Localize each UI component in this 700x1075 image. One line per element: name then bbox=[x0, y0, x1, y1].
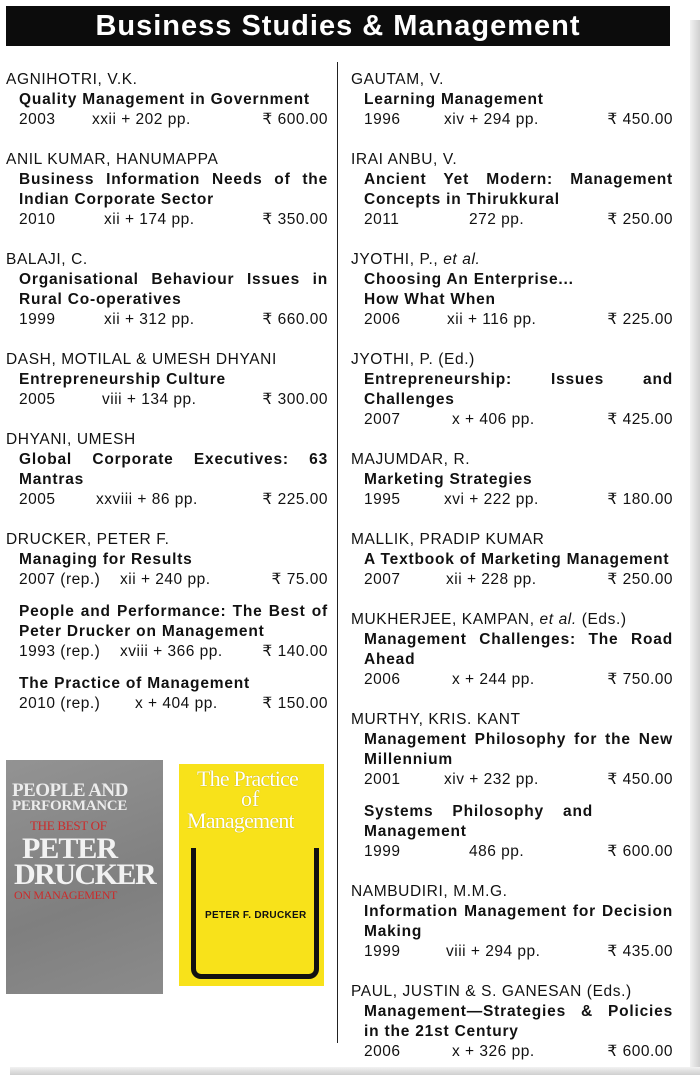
book-pages: viii + 294 pp. bbox=[446, 943, 541, 960]
book-meta bbox=[19, 110, 328, 130]
author-name: NAMBUDIRI, M.M.G. bbox=[351, 883, 508, 900]
book-title: Management—Strategies & Policies in the 21st Century bbox=[364, 1003, 673, 1040]
book-pages: xii + 240 pp. bbox=[120, 571, 211, 588]
book-price: ₹ 425.00 bbox=[607, 411, 673, 428]
book-meta bbox=[364, 670, 673, 690]
book-entry bbox=[351, 630, 673, 690]
author-name: ANIL KUMAR, HANUMAPPA bbox=[6, 151, 219, 168]
book-title: Entrepreneurship Culture bbox=[19, 371, 226, 388]
book-year: 1999 bbox=[364, 943, 401, 960]
page-shadow-right bbox=[690, 20, 700, 1075]
book-pages: x + 244 pp. bbox=[452, 671, 535, 688]
book-entry bbox=[6, 270, 328, 330]
book-year: 2001 bbox=[364, 771, 401, 788]
book-entry bbox=[351, 1002, 673, 1062]
book-year: 2007 bbox=[364, 411, 401, 428]
book-year: 2010 bbox=[19, 211, 56, 228]
book-entry bbox=[6, 370, 328, 410]
book-pages: x + 404 pp. bbox=[135, 695, 218, 712]
list-item bbox=[351, 982, 673, 1062]
book-pages: xii + 312 pp. bbox=[104, 311, 195, 328]
book-meta bbox=[19, 694, 328, 714]
book-pages: xvi + 222 pp. bbox=[444, 491, 539, 508]
author-role: (Eds.) bbox=[581, 611, 627, 628]
book-year: 2007 (rep.) bbox=[19, 571, 101, 588]
list-item bbox=[351, 610, 673, 690]
book-entry bbox=[351, 90, 673, 130]
book-year: 2006 bbox=[364, 1043, 401, 1060]
book-price: ₹ 250.00 bbox=[607, 571, 673, 588]
book-pages: x + 326 pp. bbox=[452, 1043, 535, 1060]
author-name: IRAI ANBU, V. bbox=[351, 151, 458, 168]
author-name: GAUTAM, V. bbox=[351, 71, 444, 88]
book-price: ₹ 300.00 bbox=[262, 391, 328, 408]
book-price: ₹ 450.00 bbox=[607, 111, 673, 128]
book-title: How What When bbox=[364, 291, 496, 308]
page-title: Business Studies & Management bbox=[6, 6, 670, 46]
book-year: 2007 bbox=[364, 571, 401, 588]
cover-title-line: PERFORMANCE bbox=[12, 798, 128, 814]
book-title: Systems Philosophy and Management bbox=[364, 803, 593, 840]
book-pages: viii + 134 pp. bbox=[102, 391, 197, 408]
book-meta bbox=[19, 310, 328, 330]
author-name: DHYANI, UMESH bbox=[6, 431, 136, 448]
book-year: 1993 (rep.) bbox=[19, 643, 101, 660]
book-cover-people-and-performance bbox=[6, 760, 163, 994]
book-meta bbox=[19, 642, 328, 662]
author-name-text: MUKHERJEE, KAMPAN, bbox=[351, 611, 535, 628]
book-entry bbox=[6, 550, 328, 590]
book-title: Organisational Behaviour Issues in Rural Co-operatives bbox=[19, 271, 328, 308]
book-title: Marketing Strategies bbox=[364, 471, 533, 488]
book-title: Choosing An Enterprise... bbox=[364, 271, 574, 288]
list-item bbox=[351, 450, 673, 510]
book-title: Managing for Results bbox=[19, 551, 193, 568]
book-pages: xiv + 294 pp. bbox=[444, 111, 539, 128]
book-title: People and Performance: The Best of Peter Drucker on Management bbox=[19, 603, 328, 640]
book-entry bbox=[351, 170, 673, 230]
book-entry bbox=[351, 370, 673, 430]
book-title: Information Management for Decision Making bbox=[364, 903, 673, 940]
book-price: ₹ 225.00 bbox=[262, 491, 328, 508]
cover-subtitle-line: ON MANAGEMENT bbox=[14, 888, 118, 902]
book-meta bbox=[364, 110, 673, 130]
book-entry bbox=[351, 270, 673, 330]
book-price: ₹ 350.00 bbox=[262, 211, 328, 228]
author-name: DRUCKER, PETER F. bbox=[6, 531, 170, 548]
book-title: Ancient Yet Modern: Management Concepts in Thirukkural bbox=[364, 171, 673, 208]
list-item bbox=[351, 350, 673, 430]
column-divider bbox=[337, 62, 338, 1043]
book-price: ₹ 180.00 bbox=[607, 491, 673, 508]
book-entry bbox=[351, 902, 673, 962]
book-title: Business Information Needs of the Indian Corporate Sector bbox=[19, 171, 328, 208]
book-entry bbox=[6, 170, 328, 230]
book-year: 2003 bbox=[19, 111, 56, 128]
author-name: JYOTHI, P. (Ed.) bbox=[351, 351, 475, 368]
book-price: ₹ 435.00 bbox=[607, 943, 673, 960]
book-year: 2010 (rep.) bbox=[19, 695, 101, 712]
book-year: 2005 bbox=[19, 391, 56, 408]
book-year: 1999 bbox=[364, 843, 401, 860]
book-meta bbox=[364, 770, 673, 790]
book-price: ₹ 600.00 bbox=[607, 843, 673, 860]
right-column bbox=[351, 70, 673, 1062]
book-entry bbox=[351, 730, 673, 790]
cover-title-line: Management bbox=[187, 808, 294, 833]
cover-subtitle-line: THE BEST OF bbox=[30, 818, 107, 833]
author-name: MAJUMDAR, R. bbox=[351, 451, 471, 468]
book-pages: x + 406 pp. bbox=[452, 411, 535, 428]
author-etal: et al. bbox=[443, 251, 481, 268]
book-meta bbox=[19, 490, 328, 510]
book-title: A Textbook of Marketing Management bbox=[364, 551, 670, 568]
list-item bbox=[6, 70, 328, 130]
book-year: 2006 bbox=[364, 311, 401, 328]
cover-title-line: The Practice bbox=[197, 766, 298, 791]
book-price: ₹ 140.00 bbox=[262, 643, 328, 660]
book-entry bbox=[6, 90, 328, 130]
list-item bbox=[351, 530, 673, 590]
list-item bbox=[351, 250, 673, 330]
book-meta bbox=[19, 570, 328, 590]
book-pages: xviii + 366 pp. bbox=[120, 643, 223, 660]
cover-title-line: of bbox=[241, 786, 260, 811]
book-price: ₹ 600.00 bbox=[262, 111, 328, 128]
book-price: ₹ 250.00 bbox=[607, 211, 673, 228]
list-item bbox=[351, 70, 673, 130]
book-entry bbox=[6, 674, 328, 714]
author-name: AGNIHOTRI, V.K. bbox=[6, 71, 138, 88]
book-year: 1995 bbox=[364, 491, 401, 508]
book-entry bbox=[351, 470, 673, 510]
list-item bbox=[6, 150, 328, 230]
book-pages: xii + 228 pp. bbox=[446, 571, 537, 588]
book-price: ₹ 150.00 bbox=[262, 695, 328, 712]
book-title: Management Challenges: The Road Ahead bbox=[364, 631, 673, 668]
book-pages: xxviii + 86 pp. bbox=[96, 491, 198, 508]
book-year: 2005 bbox=[19, 491, 56, 508]
book-price: ₹ 225.00 bbox=[607, 311, 673, 328]
book-year: 1996 bbox=[364, 111, 401, 128]
book-year: 2011 bbox=[364, 211, 400, 228]
list-item bbox=[351, 710, 673, 862]
book-title: The Practice of Management bbox=[19, 675, 250, 692]
book-meta bbox=[364, 210, 673, 230]
book-title: Quality Management in Government bbox=[19, 91, 310, 108]
book-price: ₹ 750.00 bbox=[607, 671, 673, 688]
author-etal: et al. bbox=[539, 611, 577, 628]
book-price: ₹ 600.00 bbox=[607, 1043, 673, 1060]
list-item bbox=[6, 350, 328, 410]
book-pages: 486 pp. bbox=[469, 843, 525, 860]
book-pages: xxii + 202 pp. bbox=[92, 111, 191, 128]
book-meta bbox=[364, 842, 673, 862]
book-entry bbox=[351, 802, 673, 862]
book-title: Entrepreneurship: Issues and Challenges bbox=[364, 371, 673, 408]
cover-title-line: PEOPLE AND bbox=[12, 780, 128, 801]
list-item bbox=[6, 430, 328, 510]
book-price: ₹ 450.00 bbox=[607, 771, 673, 788]
book-meta bbox=[364, 1042, 673, 1062]
book-cover-practice-of-management bbox=[179, 764, 324, 986]
author-name bbox=[351, 250, 673, 270]
book-year: 1999 bbox=[19, 311, 56, 328]
list-item bbox=[6, 250, 328, 330]
book-entry bbox=[6, 602, 328, 662]
book-meta bbox=[19, 390, 328, 410]
book-pages: xii + 116 pp. bbox=[447, 311, 537, 328]
book-entry bbox=[351, 550, 673, 590]
book-title: Learning Management bbox=[364, 91, 544, 108]
book-meta bbox=[364, 942, 673, 962]
book-price: ₹ 660.00 bbox=[262, 311, 328, 328]
author-name: PAUL, JUSTIN & S. GANESAN (Eds.) bbox=[351, 983, 632, 1000]
book-meta bbox=[364, 570, 673, 590]
author-name: MURTHY, KRIS. KANT bbox=[351, 711, 521, 728]
author-name bbox=[351, 610, 673, 630]
book-price: ₹ 75.00 bbox=[271, 571, 328, 588]
left-column bbox=[6, 70, 328, 714]
list-item bbox=[6, 530, 328, 714]
book-meta bbox=[19, 210, 328, 230]
book-meta bbox=[364, 410, 673, 430]
book-pages: xii + 174 pp. bbox=[104, 211, 195, 228]
book-pages: 272 pp. bbox=[469, 211, 525, 228]
book-title: Global Corporate Executives: 63 Mantras bbox=[19, 451, 328, 488]
book-pages: xiv + 232 pp. bbox=[444, 771, 539, 788]
author-name: BALAJI, C. bbox=[6, 251, 88, 268]
book-entry bbox=[6, 450, 328, 510]
book-year: 2006 bbox=[364, 671, 401, 688]
cover-author-line: DRUCKER bbox=[14, 858, 156, 891]
author-name: MALLIK, PRADIP KUMAR bbox=[351, 531, 545, 548]
book-title: Management Philosophy for the New Millennium bbox=[364, 731, 673, 768]
book-meta bbox=[364, 310, 673, 330]
list-item bbox=[351, 150, 673, 230]
author-name: DASH, MOTILAL & UMESH DHYANI bbox=[6, 351, 277, 368]
list-item bbox=[351, 882, 673, 962]
cover-author-line: PETER bbox=[22, 832, 118, 865]
author-name-text: JYOTHI, P., bbox=[351, 251, 439, 268]
page-shadow-bottom bbox=[10, 1067, 700, 1075]
cover-author: PETER F. DRUCKER bbox=[205, 910, 307, 921]
book-meta bbox=[364, 490, 673, 510]
